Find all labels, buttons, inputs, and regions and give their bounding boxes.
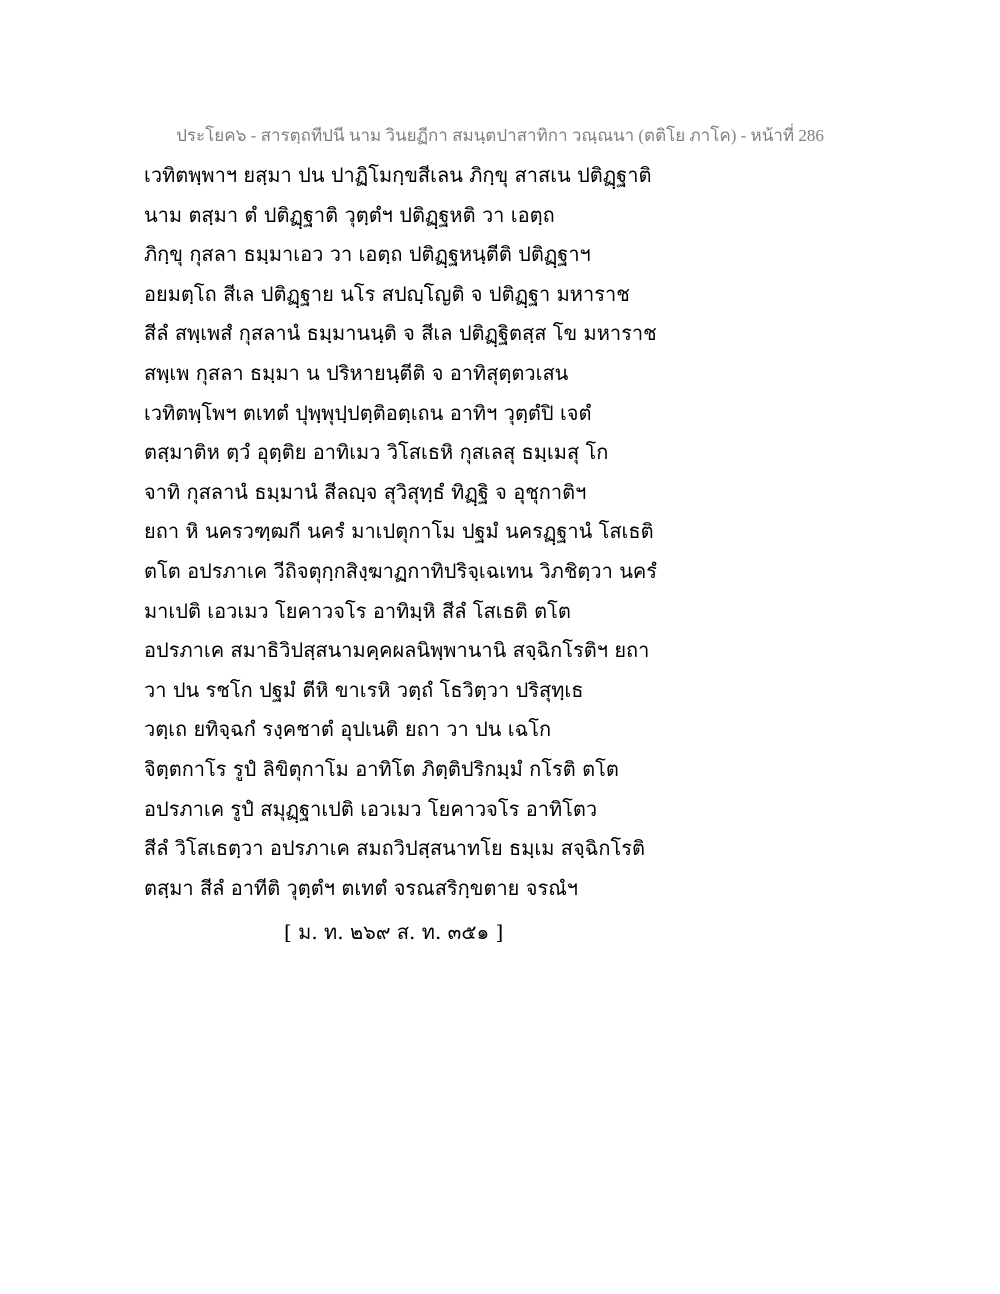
text-line: เวทิตพฺพาฯ ยสฺมา ปน ปาฏิโมกฺขสีเลน ภิกฺขุ สาสเน ปติฏฺฐาติ: [144, 163, 652, 187]
text-line: ตสฺมาติห ตฺวํ อุตฺติย อาทิเมว วิโสเธหิ กุสเลสุ ธมฺเมสุ โก: [144, 440, 609, 465]
text-line: วตฺเถ ยทิจฺฉกํ รงฺคชาตํ อุปเนติ ยถา วา ปน เฉโก: [144, 717, 552, 742]
text-line: อปรภาเค รูปํ สมุฏฺฐาเปติ เอวเมว โยคาวจโร อาทิโตว: [144, 796, 598, 821]
text-line: อยมตฺโถ สีเล ปติฏฺฐาย นโร สปญฺโญติ จ ปติฏฺฐา มหาราช: [144, 281, 630, 306]
body-text: [144, 156, 864, 908]
text-line: สีลํ สพฺเพสํ กุสลานํ ธมฺมานนฺติ จ สีเล ปติฏฺฐิตสฺส โข มหาราช: [144, 321, 657, 346]
text-line: สพฺเพ กุสลา ธมฺมา น ปริหายนฺตีติ จ อาทิสุตฺตวเสน: [144, 360, 569, 385]
text-line: จิตฺตกาโร รูปํ ลิขิตุกาโม อาทิโต ภิตฺติปริกมฺมํ กโรติ ตโต: [144, 756, 619, 781]
text-line: วา ปน รชโก ปฐมํ ตีหิ ขาเรหิ วตฺถํ โธวิตฺวา ปริสุทฺเธ: [144, 677, 584, 702]
text-line: มาเปติ เอวเมว โยคาวจโร อาทิมฺหิ สีลํ โสเธติ ตโต: [144, 598, 571, 623]
page-header: ประโยค๖ - สารตฺถทีปนี นาม วินยฏีกา สมนฺตปาสาทิกา วณฺณนา (ตติโย ภาโค) - หน้าที่ 286: [176, 126, 824, 145]
citation-reference: [ ม. ท. ๒๖๙ ส. ท. ๓๕๑ ]: [284, 920, 504, 944]
text-line: นาม ตสฺมา ตํ ปติฏฺฐาติ วุตฺตํฯ ปติฏฺฐหติ วา เอตฺถ: [144, 202, 555, 227]
text-line: ตโต อปรภาเค วีถิจตุกฺกสิงฺฆาฏกาทิปริจฺเฉเทน วิภชิตฺวา นครํ: [144, 558, 658, 583]
text-line: จาทิ กุสลานํ ธมฺมานํ สีลญฺจ สุวิสุทฺธํ ทิฏฺฐิ จ อุชุกาติฯ: [144, 479, 587, 504]
text-line: สีลํ วิโสเธตฺวา อปรภาเค สมถวิปสฺสนาทโย ธมฺเม สจฺฉิกโรติ: [144, 836, 645, 861]
text-line: ยถา หิ นครวฑฺฒกี นครํ มาเปตุกาโม ปฐมํ นครฏฺฐานํ โสเธติ: [144, 519, 654, 544]
text-line: ภิกฺขุ กุสลา ธมฺมาเอว วา เอตฺถ ปติฏฺฐหนฺตีติ ปติฏฺฐาฯ: [144, 242, 591, 267]
text-line: เวทิตพฺโพฯ ตเทตํ ปุพฺพุปฺปตฺติอตฺเถน อาทิฯ วุตฺตํปิ เจตํ: [144, 400, 592, 425]
text-line: อปรภาเค สมาธิวิปสฺสนามคฺคผลนิพฺพานานิ สจฺฉิกโรติฯ ยถา: [144, 638, 650, 663]
text-line: ตสฺมา สีลํ อาทีติ วุตฺตํฯ ตเทตํ จรณสริกฺขตาย จรณํฯ: [144, 875, 578, 900]
